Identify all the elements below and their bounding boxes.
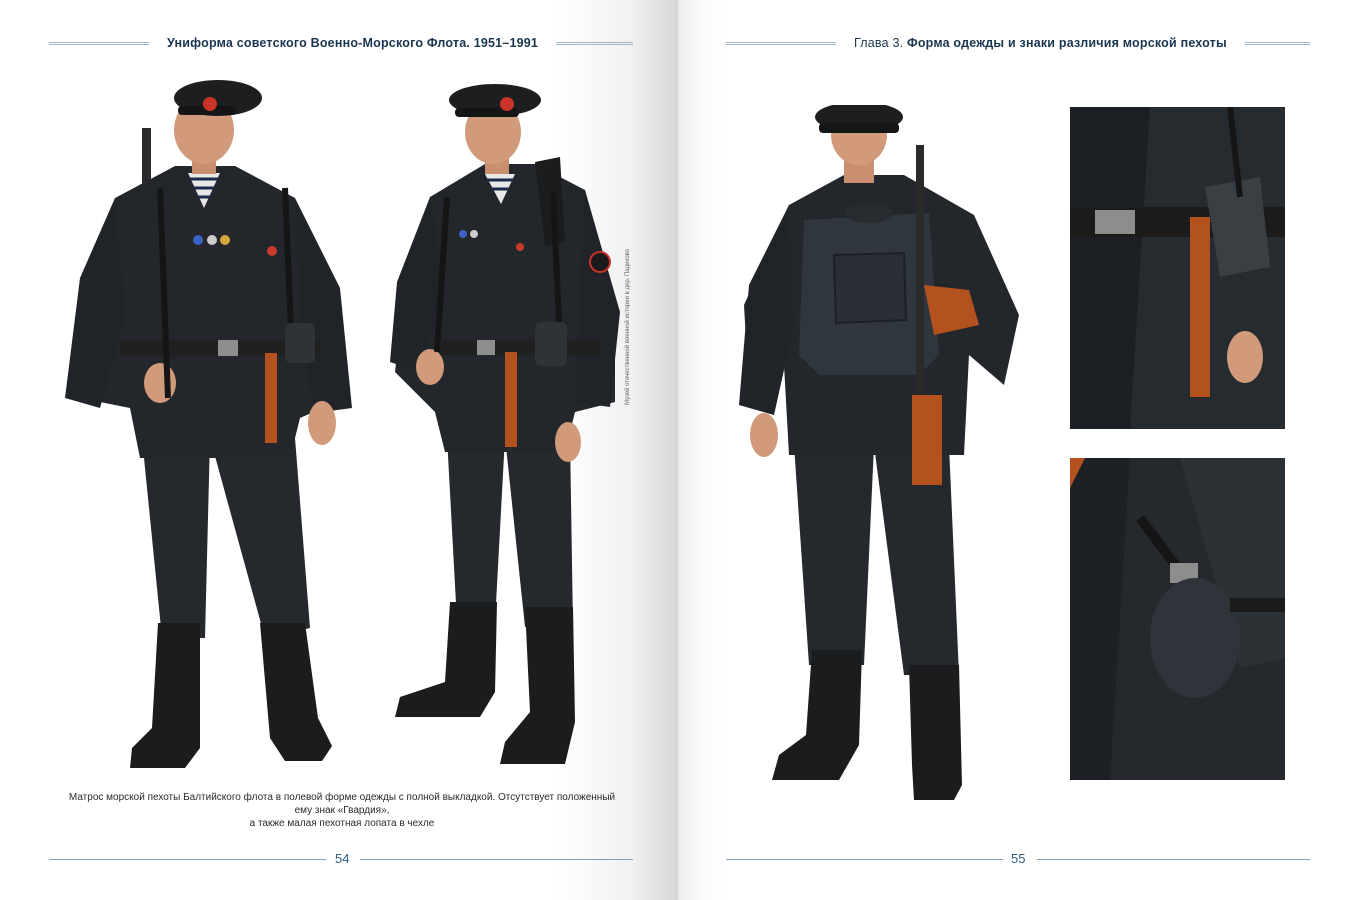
left-header bbox=[49, 35, 633, 51]
footer-rule-right bbox=[1037, 859, 1310, 860]
sailor-front-figure bbox=[60, 78, 360, 778]
page-number-left: 54 bbox=[335, 851, 350, 866]
header-rule-left bbox=[726, 42, 836, 45]
right-page bbox=[679, 0, 1359, 900]
chapter-title: Форма одежды и знаки различия морской пехоты bbox=[906, 36, 1227, 50]
detail-photo-belt bbox=[1070, 107, 1285, 429]
footer-rule-left bbox=[49, 859, 326, 860]
left-page bbox=[0, 0, 679, 900]
caption-line-2: а также малая пехотная лопата в чехле bbox=[249, 818, 435, 829]
chapter-prefix: Глава 3. bbox=[854, 36, 904, 50]
page-number-right: 55 bbox=[1011, 851, 1026, 866]
photo-credit: Музей отечественной военной истории в дер. Падиково bbox=[625, 249, 631, 405]
sailor-back-figure bbox=[734, 105, 1034, 805]
caption-line-1: Матрос морской пехоты Балтийского флота в полевой форме одежды с полной выкладкой. Отсутствует положенный ему знак «Гвардия», bbox=[68, 792, 616, 816]
header-rule-left bbox=[49, 42, 149, 45]
header-rule-right bbox=[1245, 42, 1310, 45]
footer-rule-left bbox=[726, 859, 1003, 860]
footer-rule-right bbox=[360, 859, 633, 860]
figure-caption bbox=[62, 791, 622, 830]
left-header-title: Униформа советского Военно-Морского Флота. 1951–1991 bbox=[167, 36, 539, 50]
header-rule-right bbox=[556, 42, 633, 45]
right-header-title bbox=[854, 36, 1227, 50]
right-header bbox=[726, 35, 1310, 51]
sailor-angle-figure bbox=[385, 82, 625, 772]
detail-photo-canteen bbox=[1070, 458, 1285, 780]
